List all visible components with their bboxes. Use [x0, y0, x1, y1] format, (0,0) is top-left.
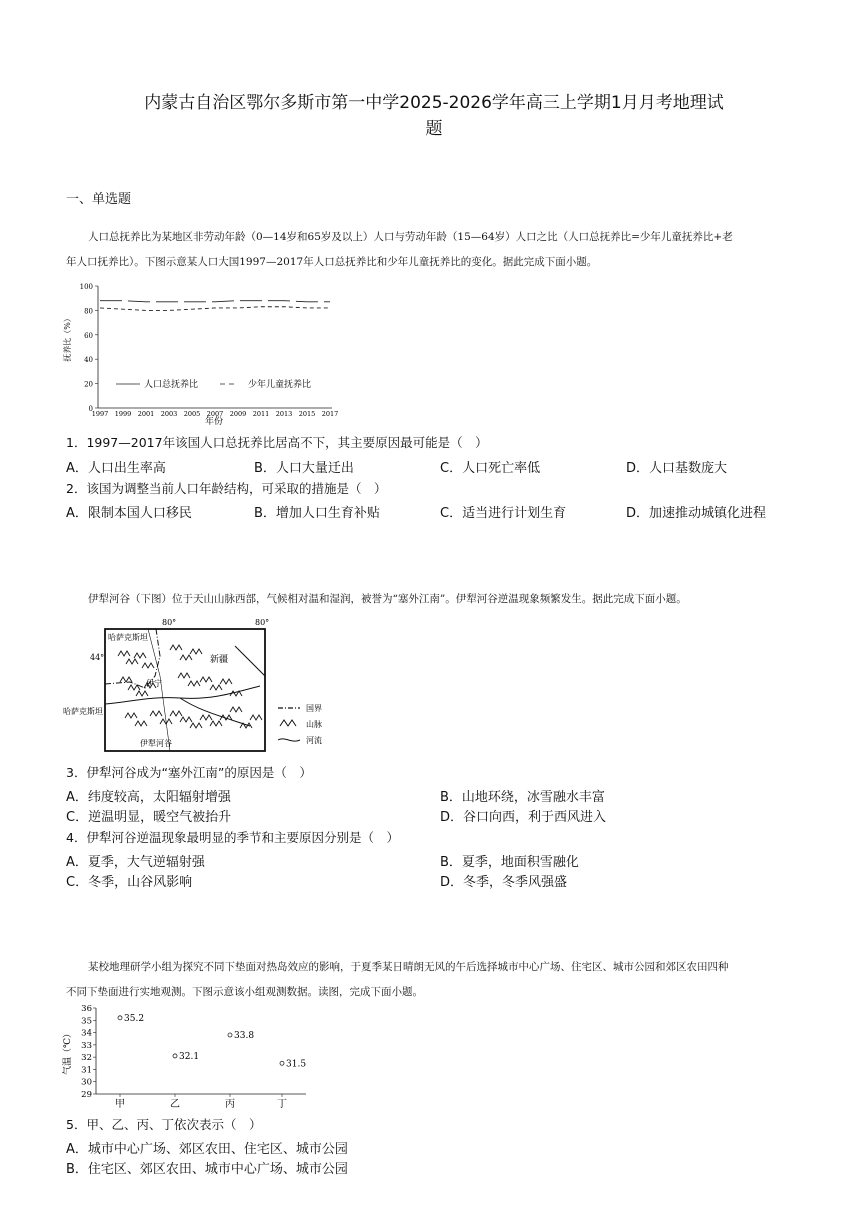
chart1-ytick-label: 0 [88, 405, 93, 413]
q1-option-d[interactable]: D．人口基数庞大 [626, 461, 728, 476]
chart2-xtick-label: 乙 [170, 1099, 180, 1110]
chart1-xtick-label: 2015 [298, 410, 316, 418]
chart2-xtick-label: 甲 [115, 1099, 125, 1110]
chart1-xtick-label: 1999 [114, 410, 132, 418]
chart1-ytick-label: 60 [84, 331, 93, 340]
legend-river-icon [278, 739, 300, 741]
chart2-ytick-label: 36 [81, 1004, 92, 1014]
chart2-xtick-label: 丁 [277, 1099, 287, 1110]
chart1-xtick-label: 2003 [160, 410, 178, 418]
chart1-xtick-label: 2017 [321, 410, 339, 418]
q5-option-a[interactable]: A．城市中心广场、郊区农田、住宅区、城市公园 [66, 1142, 348, 1157]
q2-option-c[interactable]: C．适当进行计划生育 [440, 506, 567, 521]
chart2-ylabel: 气温（℃） [63, 1028, 73, 1076]
chart1-xlabel: 年份 [204, 417, 224, 427]
chart1-xtick-label: 2011 [252, 410, 270, 418]
chart1-xtick-label: 2007 [206, 410, 224, 418]
chart2-ytick-label: 31 [81, 1065, 92, 1076]
chart2-ytick-label: 34 [81, 1028, 92, 1039]
passage1-line1: 人口总抚养比为某地区非劳动年龄（0—14岁和65岁及以上）人口与劳动年龄（15—64岁）人口之比（人口总抚养比=少年儿童抚养比+老 [88, 231, 733, 243]
q5-stem: 5．甲、乙、丙、丁依次表示（ ） [66, 1117, 262, 1132]
q1-stem: 1．1997—2017年该国人口总抚养比居高不下，其主要原因最可能是（ ） [66, 435, 488, 450]
chart2-point [280, 1061, 284, 1065]
temperature-chart [60, 1002, 320, 1112]
map-label-xinjiang: 新疆 [210, 655, 229, 665]
chart1-xtick-label: 1997 [91, 410, 109, 418]
passage3-line2: 不同下垫面进行实地观测。下图示意该小组观测数据。读图，完成下面小题。 [66, 986, 423, 998]
section-heading: 一、单选题 [66, 192, 132, 207]
q4-option-d[interactable]: D．冬季，冬季风强盛 [440, 875, 568, 890]
ili-valley-map [60, 616, 350, 758]
chart2-ytick-label: 32 [81, 1053, 92, 1064]
map-label-ili-valley: 伊犁河谷 [140, 739, 172, 748]
q4-option-c[interactable]: C．冬季，山谷风影响 [66, 875, 193, 890]
doc-title-line1: 内蒙古自治区鄂尔多斯市第一中学2025-2026学年高三上学期1月月考地理试 [144, 93, 724, 113]
passage1-line2: 年人口抚养比）。下图示意某人口大国1997—2017年人口总抚养比和少年儿童抚养比的变化。据此完成下面小题。 [66, 256, 598, 268]
chart2-ytick-label: 35 [81, 1016, 92, 1027]
q3-option-b[interactable]: B．山地环绕，冰雪融水丰富 [440, 790, 605, 805]
chart1-ytick-label: 20 [84, 380, 93, 389]
legend-river-label: 河流 [306, 736, 322, 745]
legend-mountain-label: 山脉 [306, 720, 322, 729]
map-frame [105, 629, 265, 751]
doc-title-line2: 题 [425, 119, 443, 139]
q3-option-c[interactable]: C．逆温明显，暖空气被抬升 [66, 810, 232, 825]
q5-option-b[interactable]: B．住宅区、郊区农田、城市中心广场、城市公园 [66, 1162, 348, 1177]
passage2-line1: 伊犁河谷（下图）位于天山山脉西部，气候相对温和湿润，被誉为“塞外江南”。伊犁河谷逆温现象频繁发生。据此完成下面小题。 [88, 593, 687, 605]
chart1-ytick-label: 80 [84, 307, 93, 316]
chart2-data-label: 31.5 [286, 1059, 307, 1070]
legend-label-youth: 少年儿童抚养比 [248, 380, 312, 390]
chart2-ytick-label: 30 [81, 1077, 92, 1088]
map-label-kazakhstan-left: 哈萨克斯坦 [63, 707, 103, 716]
chart1-series-youth [100, 307, 330, 311]
legend-mountain-icon [280, 720, 296, 726]
q3-option-a[interactable]: A．纬度较高，太阳辐射增强 [66, 790, 231, 805]
chart1-ylabel: 抚养比（%） [63, 314, 72, 362]
map-label-yining: 伊宁 [146, 679, 162, 688]
passage3-line1: 某校地理研学小组为探究不同下垫面对热岛效应的影响，于夏季某日晴朗无风的午后选择城市中心广场、住宅区、城市公园和郊区农田四种 [88, 961, 729, 973]
chart2-point [118, 1016, 122, 1020]
chart2-data-label: 33.8 [234, 1031, 255, 1042]
q3-option-d[interactable]: D．谷口向西，利于西风进入 [440, 810, 607, 825]
q4-option-a[interactable]: A．夏季，大气逆辐射强 [66, 855, 205, 870]
legend-label-total: 人口总抚养比 [144, 380, 199, 390]
chart1-series-total [100, 301, 330, 302]
q1-option-a[interactable]: A．人口出生率高 [66, 461, 166, 476]
chart2-point [173, 1054, 177, 1058]
chart2-xtick-label: 丙 [225, 1099, 235, 1110]
q2-option-d[interactable]: D．加速推动城镇化进程 [626, 506, 767, 521]
chart1-xtick-label: 2001 [137, 410, 155, 418]
map-lon-left: 80° [162, 618, 177, 627]
q1-option-b[interactable]: B．人口大量迁出 [254, 461, 354, 476]
map-label-kazakhstan-top: 哈萨克斯坦 [108, 633, 148, 642]
chart1-xtick-label: 2009 [229, 410, 247, 418]
q4-option-b[interactable]: B．夏季，地面积雪融化 [440, 855, 579, 870]
q2-option-b[interactable]: B．增加人口生育补贴 [254, 506, 380, 521]
q2-option-a[interactable]: A．限制本国人口移民 [66, 506, 192, 521]
map-lon-right: 80° [255, 618, 270, 627]
chart1-ytick-label: 100 [79, 283, 93, 291]
chart2-ytick-label: 33 [81, 1040, 92, 1051]
chart1-xtick-label: 2005 [183, 410, 201, 418]
chart1-ytick-label: 40 [84, 356, 93, 365]
q1-option-c[interactable]: C．人口死亡率低 [440, 461, 541, 476]
dependency-ratio-chart [62, 278, 352, 428]
chart2-ytick-label: 29 [81, 1090, 92, 1100]
chart2-data-label: 32.1 [179, 1051, 200, 1062]
map-lat: 44° [90, 653, 105, 662]
legend-border-label: 国界 [306, 704, 322, 713]
q2-stem: 2．该国为调整当前人口年龄结构，可采取的措施是（ ） [66, 481, 387, 496]
chart2-data-label: 35.2 [124, 1013, 145, 1024]
chart2-point [228, 1033, 232, 1037]
q4-stem: 4．伊犁河谷逆温现象最明显的季节和主要原因分别是（ ） [66, 830, 399, 845]
q3-stem: 3．伊犁河谷成为“塞外江南”的原因是（ ） [66, 765, 312, 780]
chart1-xtick-label: 2013 [275, 410, 293, 418]
